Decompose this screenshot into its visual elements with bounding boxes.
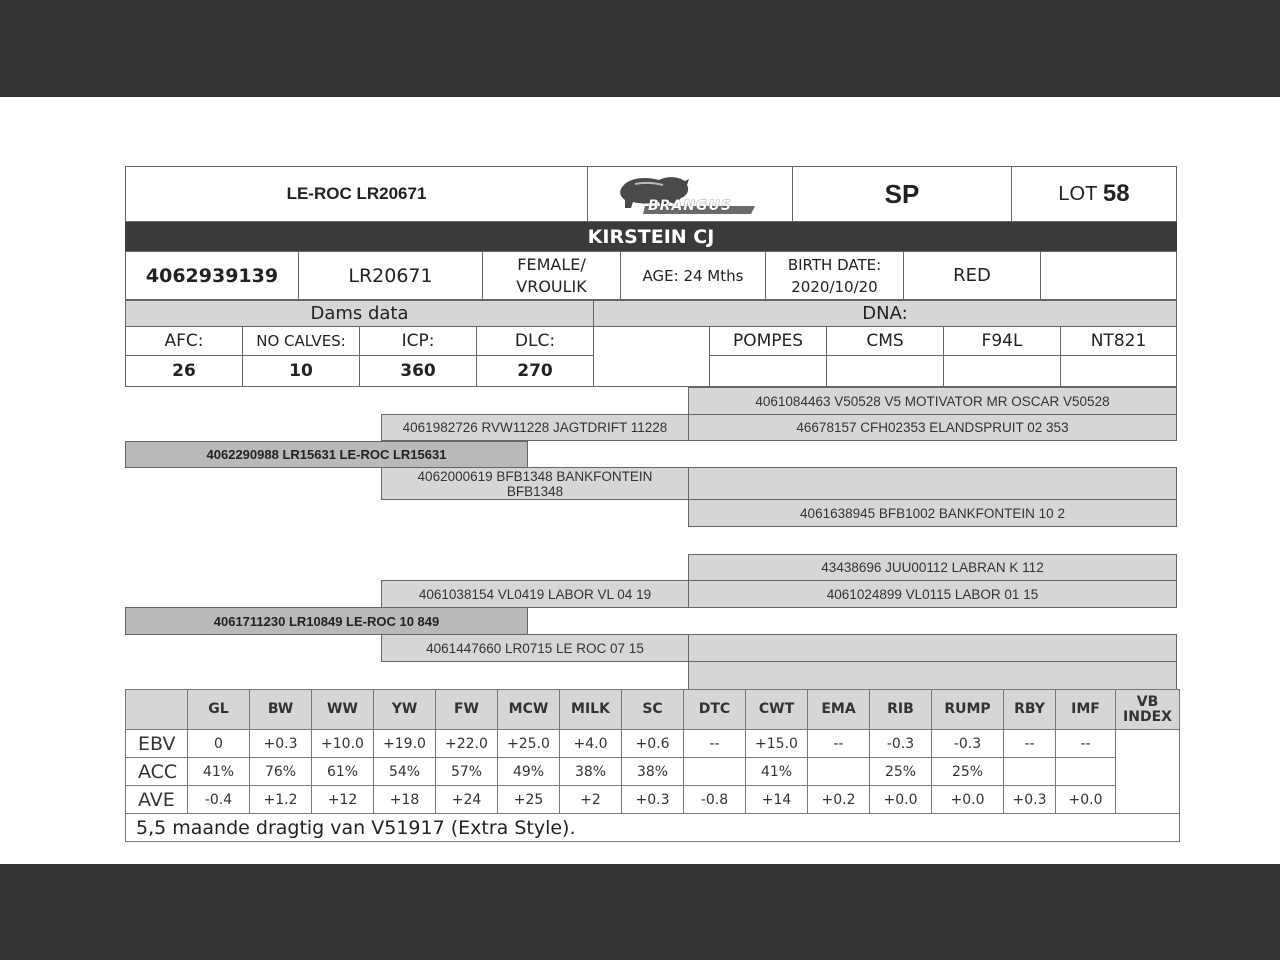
ped-dam-dam xyxy=(381,634,689,662)
animal-colour-text: RED xyxy=(953,265,991,286)
ebv-cell-imf: -- xyxy=(1056,730,1116,758)
ebv-col-rib: RIB xyxy=(870,690,932,730)
ebv-cell-yw: 54% xyxy=(374,758,436,786)
dams-value-icp xyxy=(359,355,477,387)
ebv-cell-fw: +22.0 xyxy=(436,730,498,758)
dams-value-calves xyxy=(242,355,360,387)
pompes-label: POMPES xyxy=(732,331,804,351)
ebv-cell-ema xyxy=(808,758,870,786)
icp-label: ICP: xyxy=(401,331,435,351)
dna-title-text: DNA: xyxy=(862,303,908,324)
ebv-cell-sc: +0.3 xyxy=(622,786,684,814)
dna-value-cms xyxy=(826,355,944,387)
ebv-cell-dtc: -- xyxy=(684,730,746,758)
ped-sss-text: 4061084463 V50528 V5 MOTIVATOR MR OSCAR V50528 xyxy=(755,393,1110,409)
animal-reg xyxy=(298,251,483,300)
ebv-row-acc xyxy=(126,758,1180,786)
ped-dam-dam-dam xyxy=(688,661,1177,690)
ebv-col-vb-index: VB INDEX xyxy=(1116,690,1180,730)
ebv-cell-ema: -- xyxy=(808,730,870,758)
ebv-cell-rib: -0.3 xyxy=(870,730,932,758)
lot-box xyxy=(1011,166,1177,222)
ebv-note-body xyxy=(126,814,1180,842)
ebv-cell-mcw: +25 xyxy=(498,786,560,814)
dams-title-text: Dams data xyxy=(310,303,409,324)
animal-id xyxy=(125,251,299,300)
ped-sd-text: 4062000619 BFB1348 BANKFONTEIN BFB1348 xyxy=(417,468,653,499)
sex-line2: VROULIK xyxy=(516,276,587,296)
ebv-cell-sc: +0.6 xyxy=(622,730,684,758)
ebv-cell-mcw: 49% xyxy=(498,758,560,786)
ebv-cell-ww: +10.0 xyxy=(312,730,374,758)
ebv-cell-fw: +24 xyxy=(436,786,498,814)
birth-date-value: 2020/10/20 xyxy=(791,277,878,296)
ped-ds-text: 4061038154 VL0419 LABOR VL 04 19 xyxy=(418,586,652,602)
ped-dam-sire-dam xyxy=(688,580,1177,608)
ebv-col-ww: WW xyxy=(312,690,374,730)
ped-ss-text: 4061982726 RVW11228 JAGTDRIFT 11228 xyxy=(402,420,668,435)
ped-dam-sire xyxy=(381,580,689,608)
pregnancy-note: 5,5 maande dragtig van V51917 (Extra Style). xyxy=(126,814,1180,842)
info-extra xyxy=(1040,251,1177,300)
ebv-cell-rump: +0.0 xyxy=(932,786,1004,814)
ebv-col-gl: GL xyxy=(188,690,250,730)
ebv-cell-milk: 38% xyxy=(560,758,622,786)
ebv-row-label: AVE xyxy=(126,786,188,814)
ped-dd-text: 4061447660 LR0715 LE ROC 07 15 xyxy=(426,640,644,656)
ebv-cell-cwt: 41% xyxy=(746,758,808,786)
cms-label: CMS xyxy=(866,331,904,351)
ebv-header-row xyxy=(126,690,1180,730)
ebv-cell-ema: +0.2 xyxy=(808,786,870,814)
ped-sire-dam-sire xyxy=(688,467,1177,500)
ebv-cell-gl: -0.4 xyxy=(188,786,250,814)
ebv-cell-dtc xyxy=(684,758,746,786)
ebv-cell-dtc: -0.8 xyxy=(684,786,746,814)
animal-name: KIRSTEIN CJ xyxy=(587,225,715,248)
dna-value-nt821 xyxy=(1060,355,1177,387)
ebv-col-rby: RBY xyxy=(1004,690,1056,730)
ebv-cell-bw: 76% xyxy=(250,758,312,786)
dna-header-pompes xyxy=(709,326,827,356)
ebv-cell-imf: +0.0 xyxy=(1056,786,1116,814)
birth-date-label: BIRTH DATE: xyxy=(787,255,882,274)
ebv-col-milk: MILK xyxy=(560,690,622,730)
ebv-cell-rump: -0.3 xyxy=(932,730,1004,758)
ped-sire-dam-dam xyxy=(688,499,1177,527)
ped-sire-sire xyxy=(381,414,689,441)
dlc-value: 270 xyxy=(517,361,553,381)
ebv-cell-mcw: +25.0 xyxy=(498,730,560,758)
ped-sire xyxy=(125,441,528,468)
ebv-cell-yw: +19.0 xyxy=(374,730,436,758)
dna-value-f94l xyxy=(943,355,1061,387)
dna-header-f94l xyxy=(943,326,1061,356)
dlc-label: DLC: xyxy=(514,331,556,351)
ebv-row-label: EBV xyxy=(126,730,188,758)
dna-header-nt821 xyxy=(1060,326,1177,356)
dna-title xyxy=(593,300,1177,327)
icp-value: 360 xyxy=(400,361,436,381)
dams-header-icp xyxy=(359,326,477,356)
class-code xyxy=(792,166,1012,222)
ped-dss-text: 43438696 JUU00112 LABRAN K 112 xyxy=(821,560,1044,575)
f94l-label: F94L xyxy=(981,331,1023,351)
dna-value-pompes xyxy=(709,355,827,387)
ped-ssd-text: 46678157 CFH02353 ELANDSPRUIT 02 353 xyxy=(796,420,1069,435)
afc-value: 26 xyxy=(172,361,196,381)
ebv-cell-bw: +1.2 xyxy=(250,786,312,814)
ebv-vb-index-cell xyxy=(1116,730,1180,814)
ped-sire-sire-sire xyxy=(688,387,1177,415)
dna-spacer xyxy=(593,326,710,387)
calves-value: 10 xyxy=(289,361,313,381)
ped-sdd-text: 4061638945 BFB1002 BANKFONTEIN 10 2 xyxy=(800,505,1065,521)
ebv-row-ebv xyxy=(126,730,1180,758)
ebv-col-rump: RUMP xyxy=(932,690,1004,730)
ebv-table xyxy=(125,689,1180,842)
ped-dam xyxy=(125,607,528,635)
ebv-row-ave xyxy=(126,786,1180,814)
ebv-cell-rib: +0.0 xyxy=(870,786,932,814)
ebv-cell-rby xyxy=(1004,758,1056,786)
ebv-row-label: ACC xyxy=(126,758,188,786)
ebv-col-ema: EMA xyxy=(808,690,870,730)
ebv-cell-ww: +12 xyxy=(312,786,374,814)
ebv-cell-gl: 0 xyxy=(188,730,250,758)
ebv-cell-sc: 38% xyxy=(622,758,684,786)
dams-data-title xyxy=(125,300,594,327)
ebv-cell-rby: -- xyxy=(1004,730,1056,758)
nt821-label: NT821 xyxy=(1090,331,1147,351)
ebv-cell-imf xyxy=(1056,758,1116,786)
ped-dam-dam-sire xyxy=(688,634,1177,662)
ebv-cell-fw: 57% xyxy=(436,758,498,786)
ebv-col-cwt: CWT xyxy=(746,690,808,730)
animal-colour xyxy=(903,251,1041,300)
ebv-cell-rby: +0.3 xyxy=(1004,786,1056,814)
logo-text: BRANGUS xyxy=(648,198,732,214)
ebv-cell-bw: +0.3 xyxy=(250,730,312,758)
ebv-corner-cell xyxy=(126,690,188,730)
animal-sex xyxy=(482,251,621,300)
ebv-col-yw: YW xyxy=(374,690,436,730)
class-code-text: SP xyxy=(884,178,920,209)
ebv-col-bw: BW xyxy=(250,690,312,730)
ebv-cell-milk: +2 xyxy=(560,786,622,814)
ebv-cell-yw: +18 xyxy=(374,786,436,814)
ebv-cell-rib: 25% xyxy=(870,758,932,786)
ped-sire-dam xyxy=(381,467,689,500)
dams-value-afc xyxy=(125,355,243,387)
ebv-cell-milk: +4.0 xyxy=(560,730,622,758)
animal-age xyxy=(620,251,766,300)
dna-header-cms xyxy=(826,326,944,356)
animal-id-text: 4062939139 xyxy=(145,264,279,287)
ebv-note-row xyxy=(126,814,1180,842)
ebv-cell-cwt: +14 xyxy=(746,786,808,814)
dams-header-dlc xyxy=(476,326,594,356)
animal-age-text: AGE: 24 Mths xyxy=(642,266,744,285)
ebv-cell-gl: 41% xyxy=(188,758,250,786)
registered-name xyxy=(125,166,588,222)
ped-sire-sire-dam xyxy=(688,414,1177,441)
animal-name-bar xyxy=(125,222,1177,251)
ped-dsd-text: 4061024899 VL0115 LABOR 01 15 xyxy=(826,586,1039,602)
lot-number: 58 xyxy=(1102,180,1130,207)
ebv-col-sc: SC xyxy=(622,690,684,730)
ped-sire-text: 4062290988 LR15631 LE-ROC LR15631 xyxy=(206,447,447,462)
sex-line1: FEMALE/ xyxy=(517,254,586,274)
ebv-col-fw: FW xyxy=(436,690,498,730)
ebv-col-imf: IMF xyxy=(1056,690,1116,730)
ebv-cell-cwt: +15.0 xyxy=(746,730,808,758)
calves-label: NO CALVES: xyxy=(256,332,346,350)
ebv-body xyxy=(126,690,1180,814)
birth-date xyxy=(765,251,904,300)
breed-logo xyxy=(587,166,793,222)
afc-label: AFC: xyxy=(164,331,204,351)
dams-header-calves xyxy=(242,326,360,356)
dams-header-afc xyxy=(125,326,243,356)
ebv-cell-rump: 25% xyxy=(932,758,1004,786)
ebv-col-dtc: DTC xyxy=(684,690,746,730)
dams-value-dlc xyxy=(476,355,594,387)
ebv-cell-ww: 61% xyxy=(312,758,374,786)
lot-label: LOT xyxy=(1058,182,1098,205)
ped-dam-sire-sire xyxy=(688,554,1177,581)
ped-dam-text: 4061711230 LR10849 LE-ROC 10 849 xyxy=(213,613,440,629)
animal-reg-text: LR20671 xyxy=(348,264,433,287)
registered-name-text: LE-ROC LR20671 xyxy=(286,184,427,203)
lot-sheet xyxy=(0,97,1280,864)
ebv-col-mcw: MCW xyxy=(498,690,560,730)
